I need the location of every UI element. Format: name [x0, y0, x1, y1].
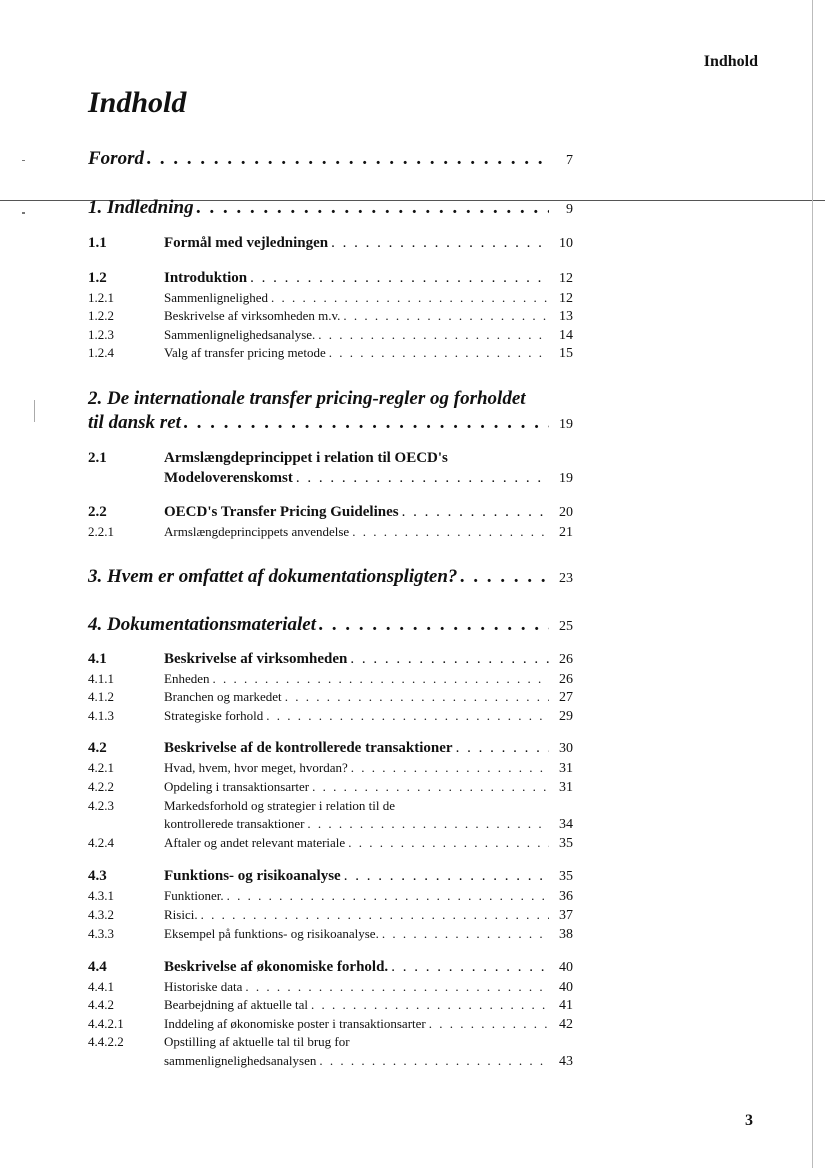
toc-entry-chapter-1[interactable]: [0, 197, 825, 219]
toc-entry-2-2-1[interactable]: [0, 524, 825, 541]
toc-page-number: 27: [559, 690, 573, 705]
toc-number: 1.2.2: [88, 308, 114, 323]
toc-page-number: 31: [559, 761, 573, 776]
leader-dots: [309, 779, 549, 795]
toc-entry-4-4[interactable]: [0, 959, 825, 976]
toc-entry-1-2-1[interactable]: [0, 290, 825, 307]
toc-entry-1-1[interactable]: [0, 235, 825, 252]
leader-dots: [247, 270, 549, 287]
leader-dots: [379, 926, 549, 942]
toc-number: 2.2.1: [88, 524, 114, 539]
toc-label: Risici.: [164, 907, 198, 922]
toc-label: Strategiske forhold: [164, 708, 264, 723]
toc-page-number: 12: [559, 291, 573, 306]
toc-number: 4.1.2: [88, 689, 114, 704]
running-head: Indhold: [703, 53, 758, 70]
leader-dots: [144, 148, 549, 170]
toc-4-4-2-2-line1: [0, 1034, 350, 1050]
toc-entry-4-4-2-1[interactable]: [0, 1016, 825, 1033]
leader-dots: [326, 345, 549, 361]
toc-entry-chapter-4[interactable]: [0, 614, 825, 636]
toc-page-number: 41: [559, 998, 573, 1013]
toc-entry-4-2-2[interactable]: [0, 779, 825, 796]
toc-page-number: 25: [559, 619, 573, 634]
toc-label: Formål med vejledningen: [164, 235, 329, 251]
toc-label: Funktioner.: [164, 888, 224, 903]
leader-dots: [349, 524, 549, 540]
toc-page-number: 31: [559, 780, 573, 795]
toc-label: Funktions- og risikoanalyse: [164, 868, 341, 884]
toc-entry-1-2-2[interactable]: [0, 308, 825, 325]
toc-page-number: 38: [559, 927, 573, 942]
leader-dots: [304, 816, 549, 832]
toc-entry-4-2-4[interactable]: [0, 835, 825, 852]
toc-number: 2.1: [88, 450, 107, 466]
leader-dots: [399, 504, 549, 521]
toc-entry-forord[interactable]: [0, 148, 825, 170]
toc-page-number: 43: [559, 1054, 573, 1069]
toc-label: Beskrivelse af økonomiske forhold.: [164, 959, 389, 975]
toc-label: Eksempel på funktions- og risikoanalyse.: [164, 926, 379, 941]
toc-label: kontrollerede transaktioner: [164, 816, 305, 831]
toc-page-number: 20: [559, 505, 573, 520]
toc-label: OECD's Transfer Pricing Guidelines: [164, 504, 399, 520]
leader-dots: [457, 566, 549, 588]
toc-entry-2-2[interactable]: [0, 504, 825, 521]
leader-dots: [224, 888, 549, 904]
toc-label: 3. Hvem er omfattet af dokumentationspligten?: [88, 566, 458, 587]
toc-entry-4-1-3[interactable]: [0, 708, 825, 725]
leader-dots: [209, 671, 549, 687]
toc-number: 4.3.2: [88, 907, 114, 922]
toc-page-number: 36: [559, 889, 573, 904]
toc-label-line1: Armslængdeprincippet i relation til OECD's: [164, 450, 448, 466]
leader-dots: [341, 868, 549, 885]
toc-number: 4.4.1: [88, 979, 114, 994]
toc-number: 1.2.4: [88, 345, 114, 360]
toc-label: Inddeling af økonomiske poster i transaktionsarter: [164, 1016, 426, 1031]
toc-page-number: 19: [559, 417, 573, 432]
toc-entry-4-1[interactable]: [0, 651, 825, 668]
toc-page-number: 35: [559, 869, 573, 884]
toc-label: Armslængdeprincippets anvendelse: [164, 524, 350, 539]
toc-number: 4.4: [88, 959, 107, 975]
toc-page-number: 21: [559, 525, 573, 540]
toc-number: 4.1.1: [88, 671, 114, 686]
toc-entry-4-4-1[interactable]: [0, 979, 825, 996]
leader-dots: [282, 689, 549, 705]
toc-page-number: 7: [566, 153, 573, 168]
toc-label: Bearbejdning af aktuelle tal: [164, 997, 309, 1012]
leader-dots: [348, 760, 549, 776]
toc-label: Historiske data: [164, 979, 243, 994]
toc-page-number: 29: [559, 709, 573, 724]
toc-entry-4-2-1[interactable]: [0, 760, 825, 777]
toc-label: Enheden: [164, 671, 210, 686]
toc-page-number: 26: [559, 672, 573, 687]
toc-number: 1.2.1: [88, 290, 114, 305]
toc-entry-1-2[interactable]: [0, 270, 825, 287]
toc-label: Branchen og markedet: [164, 689, 282, 704]
toc-number: 4.2.4: [88, 835, 114, 850]
toc-label: Modeloverenskomst: [164, 470, 293, 486]
leader-dots: [181, 412, 549, 434]
toc-page-number: 42: [559, 1017, 573, 1032]
toc-page-number: 14: [559, 328, 573, 343]
toc-number: 1.2.3: [88, 327, 114, 342]
toc-page-number: 30: [559, 741, 573, 756]
toc-number: 4.1.3: [88, 708, 114, 723]
toc-page-number: 35: [559, 836, 573, 851]
toc-chapter-2-line1: 2. De internationale transfer pricing-regler og forholdet: [88, 388, 526, 409]
toc-4-2-3-line1: [0, 798, 395, 814]
leader-dots: [328, 235, 549, 252]
toc-page-number: 15: [559, 346, 573, 361]
toc-entry-4-3-1[interactable]: [0, 888, 825, 905]
leader-dots: [315, 327, 549, 343]
toc-number: 4.1: [88, 651, 107, 667]
toc-number: 4.2.1: [88, 760, 114, 775]
toc-label: 4. Dokumentationsmaterialet: [88, 614, 317, 635]
toc-number: 4.3.3: [88, 926, 114, 941]
toc-entry-2-1[interactable]: [0, 470, 825, 487]
toc-label: sammenlignelighedsanalysen: [164, 1053, 317, 1068]
leader-dots: [347, 651, 549, 668]
leader-dots: [268, 290, 549, 306]
toc-page-number: 13: [559, 309, 573, 324]
toc-number: 4.4.2.2: [88, 1034, 124, 1049]
leader-dots: [345, 835, 549, 851]
leader-dots: [263, 708, 549, 724]
toc-number: 4.2.2: [88, 779, 114, 794]
toc-entry-4-3-2[interactable]: [0, 907, 825, 924]
toc-label: Sammenlignelighed: [164, 290, 268, 305]
toc-page-number: 26: [559, 652, 573, 667]
toc-page-number: 19: [559, 471, 573, 486]
toc-number: 4.2: [88, 740, 107, 756]
leader-dots: [198, 907, 549, 923]
toc-page-number: 40: [559, 960, 573, 975]
toc-entry-4-1-1[interactable]: [0, 671, 825, 688]
toc-entry-1-2-4[interactable]: [0, 345, 825, 362]
toc-label: Hvad, hvem, hvor meget, hvordan?: [164, 760, 348, 775]
toc-number: 4.2.3: [88, 798, 114, 813]
leader-dots: [340, 308, 549, 324]
toc-label: Beskrivelse af virksomheden: [164, 651, 348, 667]
page-number: 3: [745, 1112, 753, 1129]
toc-entry-4-3[interactable]: [0, 868, 825, 885]
toc-entry-chapter-3[interactable]: [0, 566, 825, 588]
leader-dots: [453, 740, 549, 757]
leader-dots: [308, 997, 549, 1013]
toc-entry-4-4-2-2[interactable]: [0, 1053, 825, 1070]
toc-label: Opdeling i transaktionsarter: [164, 779, 310, 794]
toc-number: 4.4.2: [88, 997, 114, 1012]
toc-number: 1.1: [88, 235, 107, 251]
toc-label: Aftaler og andet relevant materiale: [164, 835, 346, 850]
toc-label: Beskrivelse af virksomheden m.v.: [164, 308, 341, 323]
toc-label: Beskrivelse af de kontrollerede transaktioner: [164, 740, 453, 756]
toc-entry-1-2-3[interactable]: [0, 327, 825, 344]
toc-page-number: 9: [566, 202, 573, 217]
toc-number: 1.2: [88, 270, 107, 286]
toc-label: 1. Indledning: [88, 197, 194, 218]
toc-number: 4.3.1: [88, 888, 114, 903]
leader-dots: [242, 979, 549, 995]
toc-number: 2.2: [88, 504, 107, 520]
leader-dots: [293, 470, 549, 487]
toc-label: Introduktion: [164, 270, 248, 286]
leader-dots: [316, 614, 549, 636]
toc-page-number: 37: [559, 908, 573, 923]
leader-dots: [426, 1016, 549, 1032]
toc-entry-4-3-3[interactable]: [0, 926, 825, 943]
toc-page-number: 12: [559, 271, 573, 286]
toc-number: 4.3: [88, 868, 107, 884]
toc-label: til dansk ret: [88, 412, 181, 433]
toc-label: Sammenlignelighedsanalyse.: [164, 327, 316, 342]
toc-entry-4-1-2[interactable]: [0, 689, 825, 706]
toc-entry-4-2[interactable]: [0, 740, 825, 757]
toc-label-line1: Opstilling af aktuelle tal til brug for: [164, 1034, 350, 1049]
toc-label-line1: Markedsforhold og strategier i relation til de: [164, 798, 396, 813]
toc-page-number: 40: [559, 980, 573, 995]
leader-dots: [316, 1053, 549, 1069]
toc-page-number: 34: [559, 817, 573, 832]
toc-entry-chapter-2[interactable]: [0, 412, 825, 434]
toc-page-number: 10: [559, 236, 573, 251]
toc-label: Forord: [88, 148, 144, 169]
leader-dots: [388, 959, 549, 976]
toc-number: 4.4.2.1: [88, 1016, 124, 1031]
page-title: Indhold: [88, 86, 187, 119]
toc-entry-4-4-2[interactable]: [0, 997, 825, 1014]
leader-dots: [194, 197, 549, 219]
toc-label: Valg af transfer pricing metode: [164, 345, 326, 360]
toc-page-number: 23: [559, 571, 573, 586]
toc-entry-4-2-3[interactable]: [0, 816, 825, 833]
toc-2-1-line1: [0, 450, 448, 467]
